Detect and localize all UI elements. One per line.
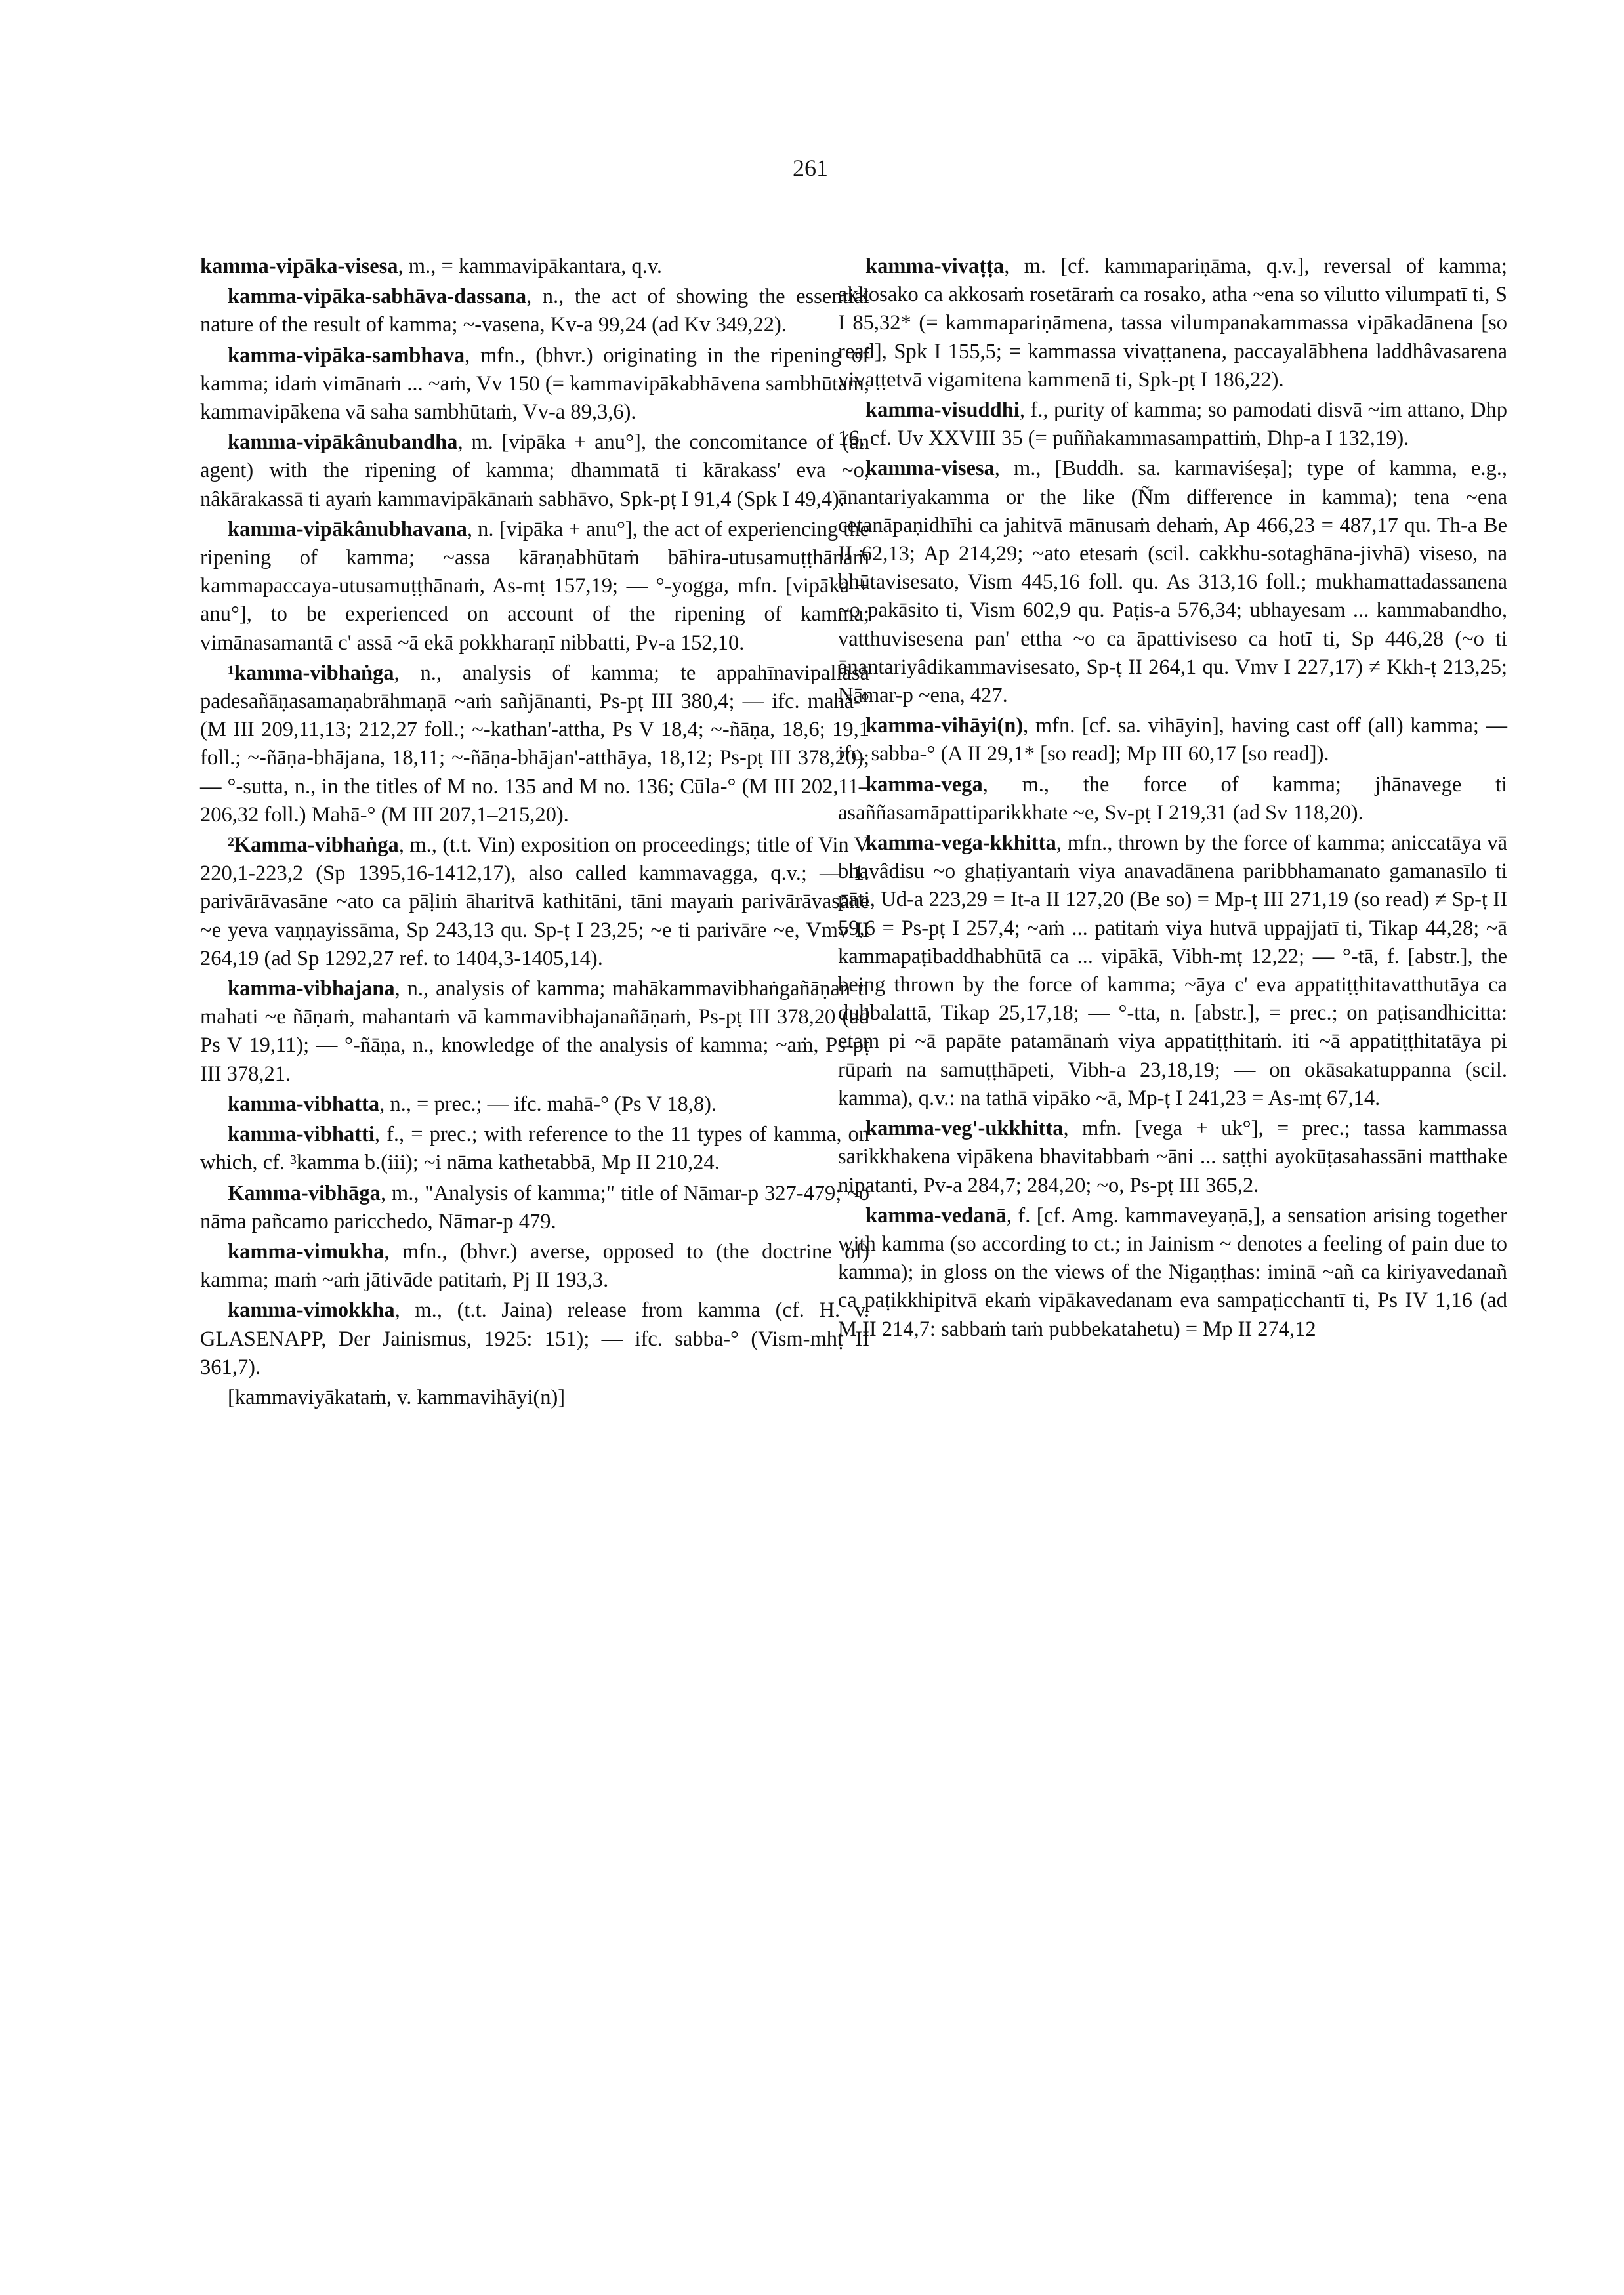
dictionary-entry: kamma-visuddhi, f., purity of kamma; so pamodati disvā ~im attano, Dhp 16, cf. Uv XXVIII 35 (= puññakammasampattiṁ, Dhp-a I 132,19). [838, 398, 1507, 451]
page-number: 261 [793, 155, 828, 181]
left-column [200, 253, 869, 1414]
right-column [838, 253, 1507, 1346]
dictionary-entry: kamma-vega-kkhitta, mfn., thrown by the force of kamma; aniccatāya vā bhavâdisu ~o ghaṭiyantaṁ viya anavadānena paribbhamanato gamanasīlo ti pāti, Ud-a 223,29 = It-a II 127,20 (Be so) = Mp-ṭ III 271,19 (so read) ≠ Sp-ṭ II 59,6 = Ps-pṭ I 257,4; ~aṁ ... patitaṁ viya hutvā uppajjatī ti, Tikap 44,28; ~ā kammapaṭibaddhabhūtā ca ... vipākā, Vibh-mṭ 12,22; — °-tā, f. [abstr.], the being thrown by the force of kamma; ~āya c' eva appatiṭṭhitavatthutāya ca dubbalattā, Tikap 25,17,18; — °-tta, n. [abstr.], = prec.; on paṭisandhicitta: etam pi ~ā papāte patamānaṁ viya appatiṭṭhitaṁ. iti ~ā appatiṭṭhitatāya pi rūpaṁ na samuṭṭhāpeti, Vibh-a 23,18,19; — on okāsakatuppanna (scil. kamma), q.v.: na tathā vipāko ~ā, Mp-ṭ I 241,23 = As-mṭ 67,14. [838, 831, 1507, 1110]
dictionary-entry: ²Kamma-vibhaṅga, m., (t.t. Vin) exposition on proceedings; title of Vin V 220,1-223,2 (Sp 1395,16-1412,17), also called kammavagga, q.v.; — 1. parivārāvasāne ~ato ca pāḷiṁ āharitvā kathitāni, tāni mayaṁ parivārāvasāne ~e yeva vaṇṇayissāma, Sp 243,13 qu. Sp-ṭ I 23,25; ~e ti parivāre ~e, Vmv II 264,19 (ad Sp 1292,27 ref. to 1404,3-1405,14). [200, 833, 869, 970]
dictionary-entry: kamma-vipākânubandha, m. [vipāka + anu°], the concomitance of (an agent) with the ripening of kamma; dhammatā ti kārakass' eva ~o, nâkārakassā ti ayaṁ kammavipākānaṁ sabhāvo, Spk-pṭ I 91,4 (Spk I 49,4). [200, 430, 869, 511]
dictionary-entry: kamma-vega, m., the force of kamma; jhānavege ti asaññasamāpattiparikkhate ~e, Sv-pṭ I 219,31 (ad Sv 118,20). [838, 772, 1507, 825]
dictionary-entry: kamma-vihāyi(n), mfn. [cf. sa. vihāyin], having cast off (all) kamma; — ifc. sabba-° (A II 29,1* [so read]; Mp III 60,17 [so read]). [838, 714, 1507, 766]
dictionary-entry: kamma-vipākânubhavana, n. [vipāka + anu°], the act of experiencing the ripening of kamma; ~assa kāraṇabhūtaṁ bāhira-utusamuṭṭhānaṁ kammapaccaya-utusamuṭṭhānaṁ, As-mṭ 157,19; — °-yogga, mfn. [vipāka + anu°], to be experienced on account of the ripening of kamma; vimānasamantā c' assā ~ā ekā pokkharaṇī nibbatti, Pv-a 152,10. [200, 517, 869, 655]
dictionary-entry: kamma-vibhajana, n., analysis of kamma; mahākammavibhaṅgañāṇan ti mahati ~e ñāṇaṁ, mahantaṁ vā kammavibhajanañāṇaṁ, Ps-pṭ III 378,20 (ad Ps V 19,11); — °-ñāṇa, n., knowledge of the analysis of kamma; ~aṁ, Ps-pṭ III 378,21. [200, 977, 869, 1086]
dictionary-entry: kamma-vedanā, f. [cf. Amg. kammaveyaṇā,], a sensation arising together with kamma (so according to ct.; in Jainism ~ denotes a feeling of pain due to kamma); in gloss on the views of the Nigaṇṭhas: iminā ~añ ca kiriyavedanañ ca paṭikkhipitvā ekaṁ vipākavedanam eva sampaṭicchantī ti, Ps IV 1,16 (ad M II 214,7: sabbaṁ taṁ pubbekatahetu) = Mp II 274,12 [838, 1203, 1507, 1341]
dictionary-entry: [kammaviyākataṁ, v. kammavihāyi(n)] [228, 1385, 566, 1409]
dictionary-entry: kamma-vipāka-visesa, m., = kammavipākantara, q.v. [200, 255, 663, 278]
dictionary-entry: kamma-vibhatta, n., = prec.; — ifc. mahā-° (Ps V 18,8). [228, 1092, 717, 1116]
dictionary-entry: kamma-vipāka-sambhava, mfn., (bhvr.) originating in the ripening of kamma; idaṁ vimānaṁ ... ~aṁ, Vv 150 (= kammavipākabhāvena sambhūtaṁ, kammavipākena vā saha sambhūtaṁ, Vv-a 89,3,6). [200, 343, 869, 424]
dictionary-entry: kamma-vibhatti, f., = prec.; with reference to the 11 types of kamma, on which, cf. ³kamma b.(iii); ~i nāma kathetabbā, Mp II 210,24. [200, 1123, 869, 1175]
dictionary-entry: Kamma-vibhāga, m., "Analysis of kamma;" title of Nāmar-p 327-479; ~o nāma pañcamo paricchedo, Nāmar-p 479. [200, 1181, 869, 1233]
dictionary-entry: kamma-vimokkha, m., (t.t. Jaina) release from kamma (cf. H. v. GLASENAPP, Der Jainismus, 1925: 151); — ifc. sabba-° (Vism-mhṭ II 361,7). [200, 1298, 869, 1379]
dictionary-entry: kamma-vivaṭṭa, m. [cf. kammapariṇāma, q.v.], reversal of kamma; akkosako ca akkosaṁ rosetāraṁ ca rosako, atha ~ena so vilutto vilumpatī ti, S I 85,32* (= kammapariṇāmena, tassa vilumpanakammassa vipākadānena [so read], Spk I 155,5; = kammassa vivaṭṭanena, paccayalābhena laddhâvasarena vivaṭṭetvā vigamitena kammenā ti, Spk-pṭ I 186,22). [838, 255, 1507, 392]
dictionary-entry: kamma-vimukha, mfn., (bhvr.) averse, opposed to (the doctrine of) kamma; maṁ ~aṁ jātivāde patitaṁ, Pj II 193,3. [200, 1239, 869, 1292]
dictionary-entry: kamma-vipāka-sabhāva-dassana, n., the act of showing the essential nature of the result of kamma; ~-vasena, Kv-a 99,24 (ad Kv 349,22). [200, 285, 869, 337]
dictionary-entry: ¹kamma-vibhaṅga, n., analysis of kamma; te appahīnavipallāsā padesañāṇasamaṇabrāhmaṇā ~aṁ sañjānanti, Ps-pṭ III 380,4; — ifc. mahā-° (M III 209,11,13; 212,27 foll.; ~-kathan'-attha, Ps V 18,4; ~-ñāṇa, 18,6; 19,1 foll.; ~-ñāṇa-bhājana, 18,11; ~-ñāṇa-bhājan'-atthāya, 18,12; Ps-pṭ III 378,20); — °-sutta, n., in the titles of M no. 135 and M no. 136; Cūla-° (M III 202,11–206,32 foll.) Mahā-° (M III 207,1–215,20). [200, 661, 869, 827]
dictionary-entry: kamma-veg'-ukkhitta, mfn. [vega + uk°], = prec.; tassa kammassa sarikkhakena vipākena bhavitabbaṁ ~āni ... saṭṭhi ayokūṭasahassāni matthake nipatanti, Pv-a 284,7; 284,20; ~o, Ps-pṭ III 365,2. [838, 1117, 1507, 1197]
dictionary-entry: kamma-visesa, m., [Buddh. sa. karmaviśeṣa]; type of kamma, e.g., ānantariyakamma or the like (Ñm difference in kamma); tena ~ena cetanāpaṇidhīhi ca jahitvā mānusaṁ dehaṁ, Ap 466,23 = 487,17 qu. Th-a Be II 62,13; Ap 214,29; ~ato etesaṁ (scil. cakkhu-sotaghāna-jivhā) viseso, na bhūtavisesato, Vism 445,16 foll. qu. As 313,16 foll.; mukhamattadassanena ~o pakāsito ti, Vism 602,9 qu. Paṭis-a 576,34; ubhayesam ... kammabandho, vatthuvisesena pan' ettha ~o ca āpattiviseso ca hotī ti, Sp 446,28 (~o ti ānantariyâdikammavisesato, Sp-ṭ II 264,1 qu. Vmv I 227,17) ≠ Kkh-ṭ 213,25; Nāmar-p ~ena, 427. [838, 457, 1507, 708]
